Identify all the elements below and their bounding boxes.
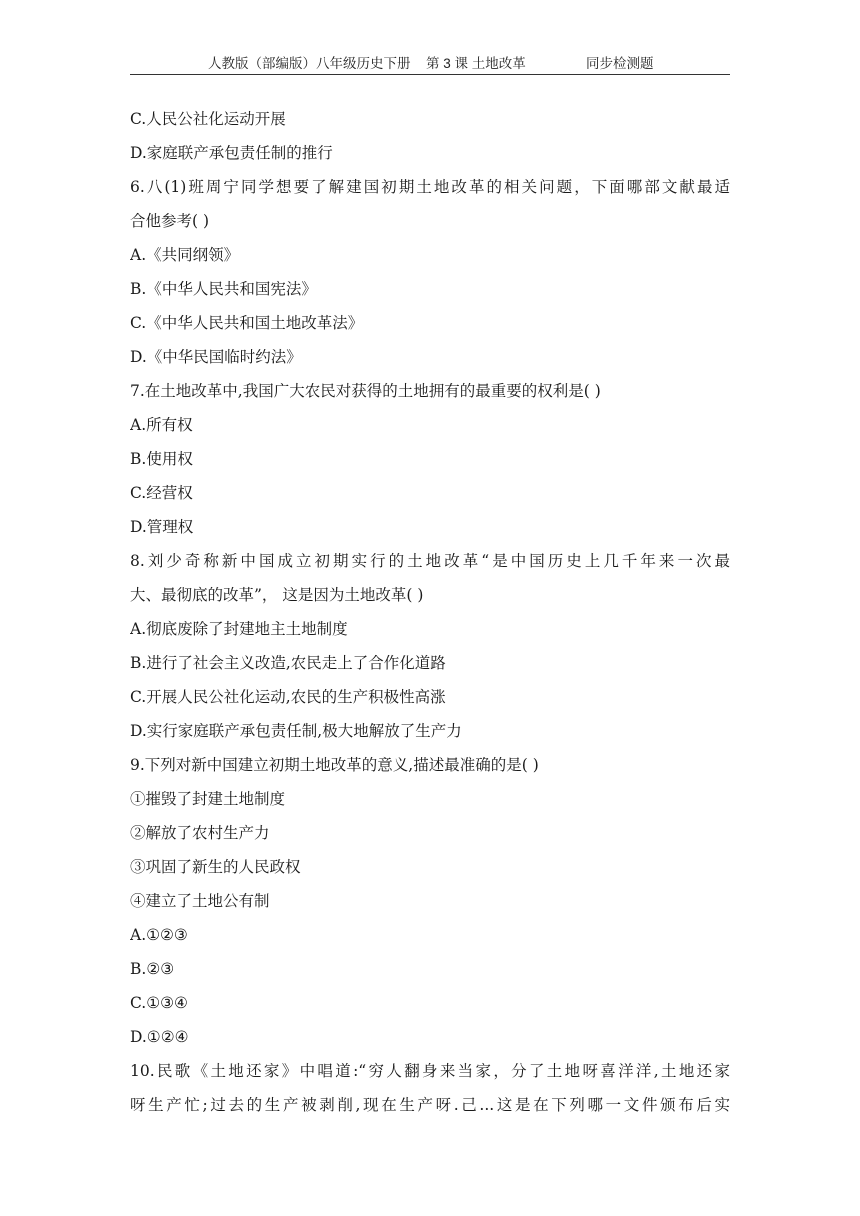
statement-9-2: ②解放了农村生产力 — [130, 824, 270, 842]
question-6-stem: 6.八(1)班周宁同学想要了解建国初期土地改革的相关问题，下面哪部文献最适 — [130, 178, 730, 196]
question-9-stem: 9.下列对新中国建立初期土地改革的意义,描述最准确的是( ) — [130, 756, 539, 774]
option-9a: A.①②③ — [130, 926, 188, 944]
page-header — [130, 52, 730, 74]
header-test-label: 同步检测题 — [586, 56, 654, 71]
option-8c: C.开展人民公社化运动,农民的生产积极性高涨 — [130, 688, 446, 706]
option-9d: D.①②④ — [130, 1028, 189, 1046]
option-9b: B.②③ — [130, 960, 175, 978]
option-6b: B.《中华人民共和国宪法》 — [130, 280, 317, 298]
question-10-stem: 10.民歌《土地还家》中唱道:“穷人翻身来当家，分了土地呀喜洋洋,土地还家 — [130, 1062, 730, 1080]
statement-9-4: ④建立了土地公有制 — [130, 892, 270, 910]
question-10-stem-cont: 呀生产忙;过去的生产被剥削,现在生产呀.己...这是在下列哪一文件颁布后实 — [130, 1096, 730, 1114]
statement-9-3: ③巩固了新生的人民政权 — [130, 858, 301, 876]
option-5d: D.家庭联产承包责任制的推行 — [130, 144, 333, 162]
option-8d: D.实行家庭联产承包责任制,极大地解放了生产力 — [130, 722, 462, 740]
option-7b: B.使用权 — [130, 450, 193, 468]
option-9c: C.①③④ — [130, 994, 188, 1012]
question-7-stem: 7.在土地改革中,我国广大农民对获得的土地拥有的最重要的权利是( ) — [130, 382, 601, 400]
header-divider — [130, 74, 730, 75]
option-6d: D.《中华民国临时约法》 — [130, 348, 302, 366]
option-7a: A.所有权 — [130, 416, 193, 434]
question-8-stem-cont: 大、最彻底的改革”， 这是因为土地改革( ) — [130, 586, 424, 604]
header-book-title: 人教版（部编版）八年级历史下册 — [208, 56, 411, 71]
statement-9-1: ①摧毁了封建土地制度 — [130, 790, 286, 808]
header-lesson-title: 第 3 课 土地改革 — [426, 56, 526, 71]
question-body — [130, 102, 730, 1122]
option-8b: B.进行了社会主义改造,农民走上了合作化道路 — [130, 654, 446, 672]
option-6a: A.《共同纲领》 — [130, 246, 240, 264]
option-7c: C.经营权 — [130, 484, 193, 502]
question-8-stem: 8.刘少奇称新中国成立初期实行的土地改革“是中国历史上几千年来一次最 — [130, 552, 730, 570]
option-7d: D.管理权 — [130, 518, 194, 536]
question-6-stem-cont: 合他参考( ) — [130, 212, 210, 230]
option-6c: C.《中华人民共和国土地改革法》 — [130, 314, 364, 332]
option-5c: C.人民公社化运动开展 — [130, 110, 286, 128]
option-8a: A.彻底废除了封建地主土地制度 — [130, 620, 348, 638]
